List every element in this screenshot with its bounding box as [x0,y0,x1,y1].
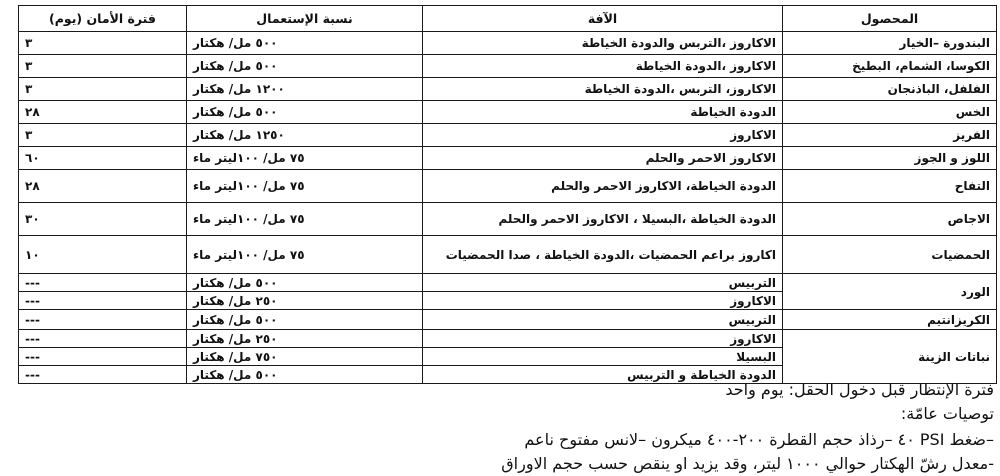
waiting-period-note: فترة الإنتظار قبل دخول الحقل: يوم واحد [725,380,994,399]
cell-safety: ٢٨ [19,170,187,203]
cell-pest: الاكاروز، التربس ،الدودة الخياطة [423,78,783,101]
cell-rate: ٧٥٠ مل/ هكتار [187,348,423,366]
cell-pest: الاكاروز ،الدودة الخياطة [423,55,783,78]
cell-safety: --- [19,348,187,366]
table-row [19,32,997,55]
cell-pest: الاكاروز [423,292,783,310]
header-safety-period: فترة الأمان (يوم) [19,6,187,32]
cell-rate: ٧٥ مل/ ١٠٠ليتر ماء [187,170,423,203]
table-row [19,147,997,170]
cell-safety: ٦٠ [19,147,187,170]
cell-safety: --- [19,292,187,310]
table-row [19,236,997,274]
table-row [19,124,997,147]
cell-pest: الدودة الخياطة [423,101,783,124]
table-row [19,330,997,348]
cell-crop: اللوز و الجوز [783,147,997,170]
cell-rate: ٢٥٠ مل/ هكتار [187,292,423,310]
cell-pest: التربيس [423,310,783,330]
cell-crop: الخس [783,101,997,124]
cell-pest: الاكاروز [423,330,783,348]
header-rate: نسبة الإستعمال [187,6,423,32]
table-row [19,55,997,78]
spray-volume-note: -معدل رشّ الهكتار حوالي ١٠٠٠ ليتر، وقد يزيد او ينقص حسب حجم الاوراق [501,454,994,473]
cell-rate: ٥٠٠ مل/ هكتار [187,366,423,384]
header-crop: المحصول [783,6,997,32]
spray-settings-note: –ضغط PSI ٤٠ –رذاذ حجم القطرة ٢٠٠-٤٠٠ ميكرون –لانس مفتوح ناعم [524,430,994,449]
table-row [19,203,997,236]
cell-rate: ٢٥٠ مل/ هكتار [187,330,423,348]
table-row [19,101,997,124]
table-row [19,170,997,203]
cell-crop: الفلفل، الباذنجان [783,78,997,101]
cell-safety: ٣ [19,55,187,78]
cell-rate: ٥٠٠ مل/ هكتار [187,55,423,78]
general-recommendations-heading: توصيات عامّة: [900,404,994,423]
cell-crop: الفريز [783,124,997,147]
pesticide-table [18,5,997,384]
cell-crop: الورد [783,274,997,310]
cell-safety: --- [19,310,187,330]
cell-rate: ٥٠٠ مل/ هكتار [187,101,423,124]
table-row [19,310,997,330]
cell-pest: اكاروز براعم الحمضيات ،الدودة الخياطة ، صدا الحمضيات [423,236,783,274]
cell-pest: البسيلا [423,348,783,366]
header-pest: الآفة [423,6,783,32]
cell-crop: الكوسا، الشمام، البطيخ [783,55,997,78]
cell-pest: الدودة الخياطة و التربيس [423,366,783,384]
cell-safety: --- [19,274,187,292]
cell-safety: --- [19,366,187,384]
cell-safety: ١٠ [19,236,187,274]
cell-rate: ٥٠٠ مل/ هكتار [187,310,423,330]
cell-crop: الاجاص [783,203,997,236]
cell-rate: ٧٥ مل/ ١٠٠ليتر ماء [187,147,423,170]
cell-safety: ٣٠ [19,203,187,236]
cell-pest: الدودة الخياطة ،البسيلا ، الاكاروز الاحمر والحلم [423,203,783,236]
cell-safety: --- [19,330,187,348]
cell-pest: الاكاروز ،التربس والدودة الخياطة [423,32,783,55]
cell-crop: التفاح [783,170,997,203]
table-row [19,274,997,292]
cell-safety: ٢٨ [19,101,187,124]
cell-rate: ٥٠٠ مل/ هكتار [187,32,423,55]
cell-pest: الاكاروز الاحمر والحلم [423,147,783,170]
cell-crop: نباتات الزينة [783,330,997,384]
cell-pest: الاكاروز [423,124,783,147]
table-row [19,78,997,101]
cell-safety: ٣ [19,124,187,147]
cell-pest: الدودة الخياطة، الاكاروز الاحمر والحلم [423,170,783,203]
cell-pest: التربيس [423,274,783,292]
table-header-row [19,6,997,32]
cell-rate: ٥٠٠ مل/ هكتار [187,274,423,292]
cell-crop: البندورة –الخيار [783,32,997,55]
cell-rate: ٧٥ مل/ ١٠٠ليتر ماء [187,203,423,236]
cell-rate: ٧٥ مل/ ١٠٠ليتر ماء [187,236,423,274]
cell-crop: الحمضيات [783,236,997,274]
cell-rate: ١٢٥٠ مل/ هكتار [187,124,423,147]
cell-rate: ١٢٠٠ مل/ هكتار [187,78,423,101]
cell-crop: الكريزانتيم [783,310,997,330]
cell-safety: ٣ [19,78,187,101]
cell-safety: ٣ [19,32,187,55]
